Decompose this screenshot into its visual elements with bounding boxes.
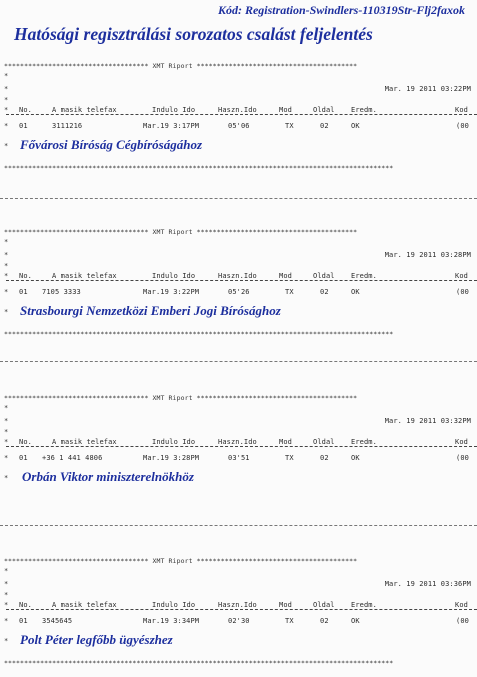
cell-pages: 02 [320,617,329,625]
col-result: Eredm. [351,438,377,446]
margin-star: * [4,96,9,104]
cell-code: (00 [456,288,469,296]
col-pages: Oldal [313,272,335,280]
margin-star: * [4,122,9,130]
col-result: Eredm. [351,601,377,609]
cell-no: 01 [19,454,28,462]
fax-report [0,394,477,514]
tear-line [0,361,477,362]
cell-code: (00 [456,122,469,130]
cell-code: (00 [456,617,469,625]
col-no: No. [19,106,32,114]
col-used: Haszn.Ido [218,272,257,280]
divider [6,446,477,447]
tear-line [0,198,477,199]
cell-result: OK [351,454,360,462]
divider [6,609,477,610]
tear-line [0,525,477,526]
col-fax: A masik telefax [52,272,117,280]
margin-star: * [4,580,9,588]
col-pages: Oldal [313,438,335,446]
cell-used: 03'51 [228,454,250,462]
col-pages: Oldal [313,106,335,114]
cell-no: 01 [19,122,28,130]
margin-star: * [4,272,9,280]
margin-star: * [4,404,9,412]
report-date: Mar. 19 2011 03:22PM [384,85,471,93]
cell-no: 01 [19,617,28,625]
col-mode: Mod [279,438,292,446]
margin-star: * [4,262,9,270]
cell-used: 05'26 [228,288,250,296]
recipient: Fővárosi Bíróság Cégbíróságához [20,137,203,152]
cell-no: 01 [19,288,28,296]
fax-report [0,62,477,182]
cell-pages: 02 [320,454,329,462]
col-code: Kod [455,272,468,280]
report-footer-line: ************************************************************************************************* [4,330,394,338]
cell-mode: TX [285,122,294,130]
col-mode: Mod [279,106,292,114]
cell-fax: 3111216 [52,122,83,130]
margin-star: * [4,106,9,114]
cell-mode: TX [285,617,294,625]
col-start: Indulo Ido [152,438,196,446]
margin-star: * [4,72,9,80]
margin-star: * [4,238,9,246]
margin-star: * [4,417,9,425]
report-header-line: ************************************ XMT Riport **************************************** [4,557,358,565]
col-no: No. [19,438,32,446]
cell-used: 05'06 [228,122,250,130]
report-footer-line: ************************************************************************************************* [4,164,394,172]
report-label: XMT Riport [152,557,193,565]
report-label: XMT Riport [152,62,193,70]
cell-start: Mar.19 3:28PM [143,454,200,462]
cell-start: Mar.19 3:22PM [143,288,200,296]
col-code: Kod [455,438,468,446]
margin-star: * [4,454,9,462]
col-start: Indulo Ido [152,272,196,280]
margin-star: * [4,438,9,446]
margin-star: * [4,142,9,150]
margin-star: * [4,567,9,575]
col-pages: Oldal [313,601,335,609]
cell-fax: +36 1 441 4806 [42,454,103,462]
cell-start: Mar.19 3:17PM [143,122,200,130]
col-no: No. [19,272,32,280]
col-mode: Mod [279,272,292,280]
recipient: Polt Péter legfőbb ügyészhez [20,632,173,647]
margin-star: * [4,428,9,436]
report-label: XMT Riport [152,228,193,236]
col-code: Kod [455,106,468,114]
col-result: Eredm. [351,272,377,280]
cell-result: OK [351,122,360,130]
divider [6,280,477,281]
margin-star: * [4,288,9,296]
col-no: No. [19,601,32,609]
report-footer-line: ************************************************************************************************* [4,659,394,667]
cell-used: 02'30 [228,617,250,625]
report-date: Mar. 19 2011 03:36PM [384,580,471,588]
col-start: Indulo Ido [152,601,196,609]
col-start: Indulo Ido [152,106,196,114]
report-label: XMT Riport [152,394,193,402]
cell-fax: 7105 3333 [42,288,81,296]
cell-mode: TX [285,454,294,462]
col-fax: A masik telefax [52,601,117,609]
cell-start: Mar.19 3:34PM [143,617,200,625]
cell-result: OK [351,617,360,625]
margin-star: * [4,637,9,645]
cell-pages: 02 [320,122,329,130]
cell-mode: TX [285,288,294,296]
report-header-line: ************************************ XMT Riport **************************************** [4,394,358,402]
recipient: Strasbourgi Nemzetközi Emberi Jogi Bírósághoz [20,303,281,318]
report-date: Mar. 19 2011 03:28PM [384,251,471,259]
recipient: Orbán Viktor miniszterelnökhöz [22,469,194,484]
col-fax: A masik telefax [52,106,117,114]
fax-report [0,228,477,348]
document-title: Hatósági regisztrálási sorozatos csalást feljelentés [14,24,373,44]
margin-star: * [4,617,9,625]
cell-fax: 3545645 [42,617,73,625]
document-code: Kód: Registration-Swindlers-110319Str-Flj2faxok [217,3,465,17]
report-header-line: ************************************ XMT Riport **************************************** [4,228,358,236]
margin-star: * [4,601,9,609]
divider [6,114,477,115]
margin-star: * [4,251,9,259]
margin-star: * [4,308,9,316]
cell-pages: 02 [320,288,329,296]
col-used: Haszn.Ido [218,601,257,609]
margin-star: * [4,85,9,93]
margin-star: * [4,474,9,482]
col-result: Eredm. [351,106,377,114]
col-mode: Mod [279,601,292,609]
fax-report [0,557,477,677]
cell-result: OK [351,288,360,296]
col-fax: A masik telefax [52,438,117,446]
report-date: Mar. 19 2011 03:32PM [384,417,471,425]
col-used: Haszn.Ido [218,438,257,446]
col-code: Kod [455,601,468,609]
col-used: Haszn.Ido [218,106,257,114]
report-header-line: ************************************ XMT Riport **************************************** [4,62,358,70]
cell-code: (00 [456,454,469,462]
margin-star: * [4,591,9,599]
